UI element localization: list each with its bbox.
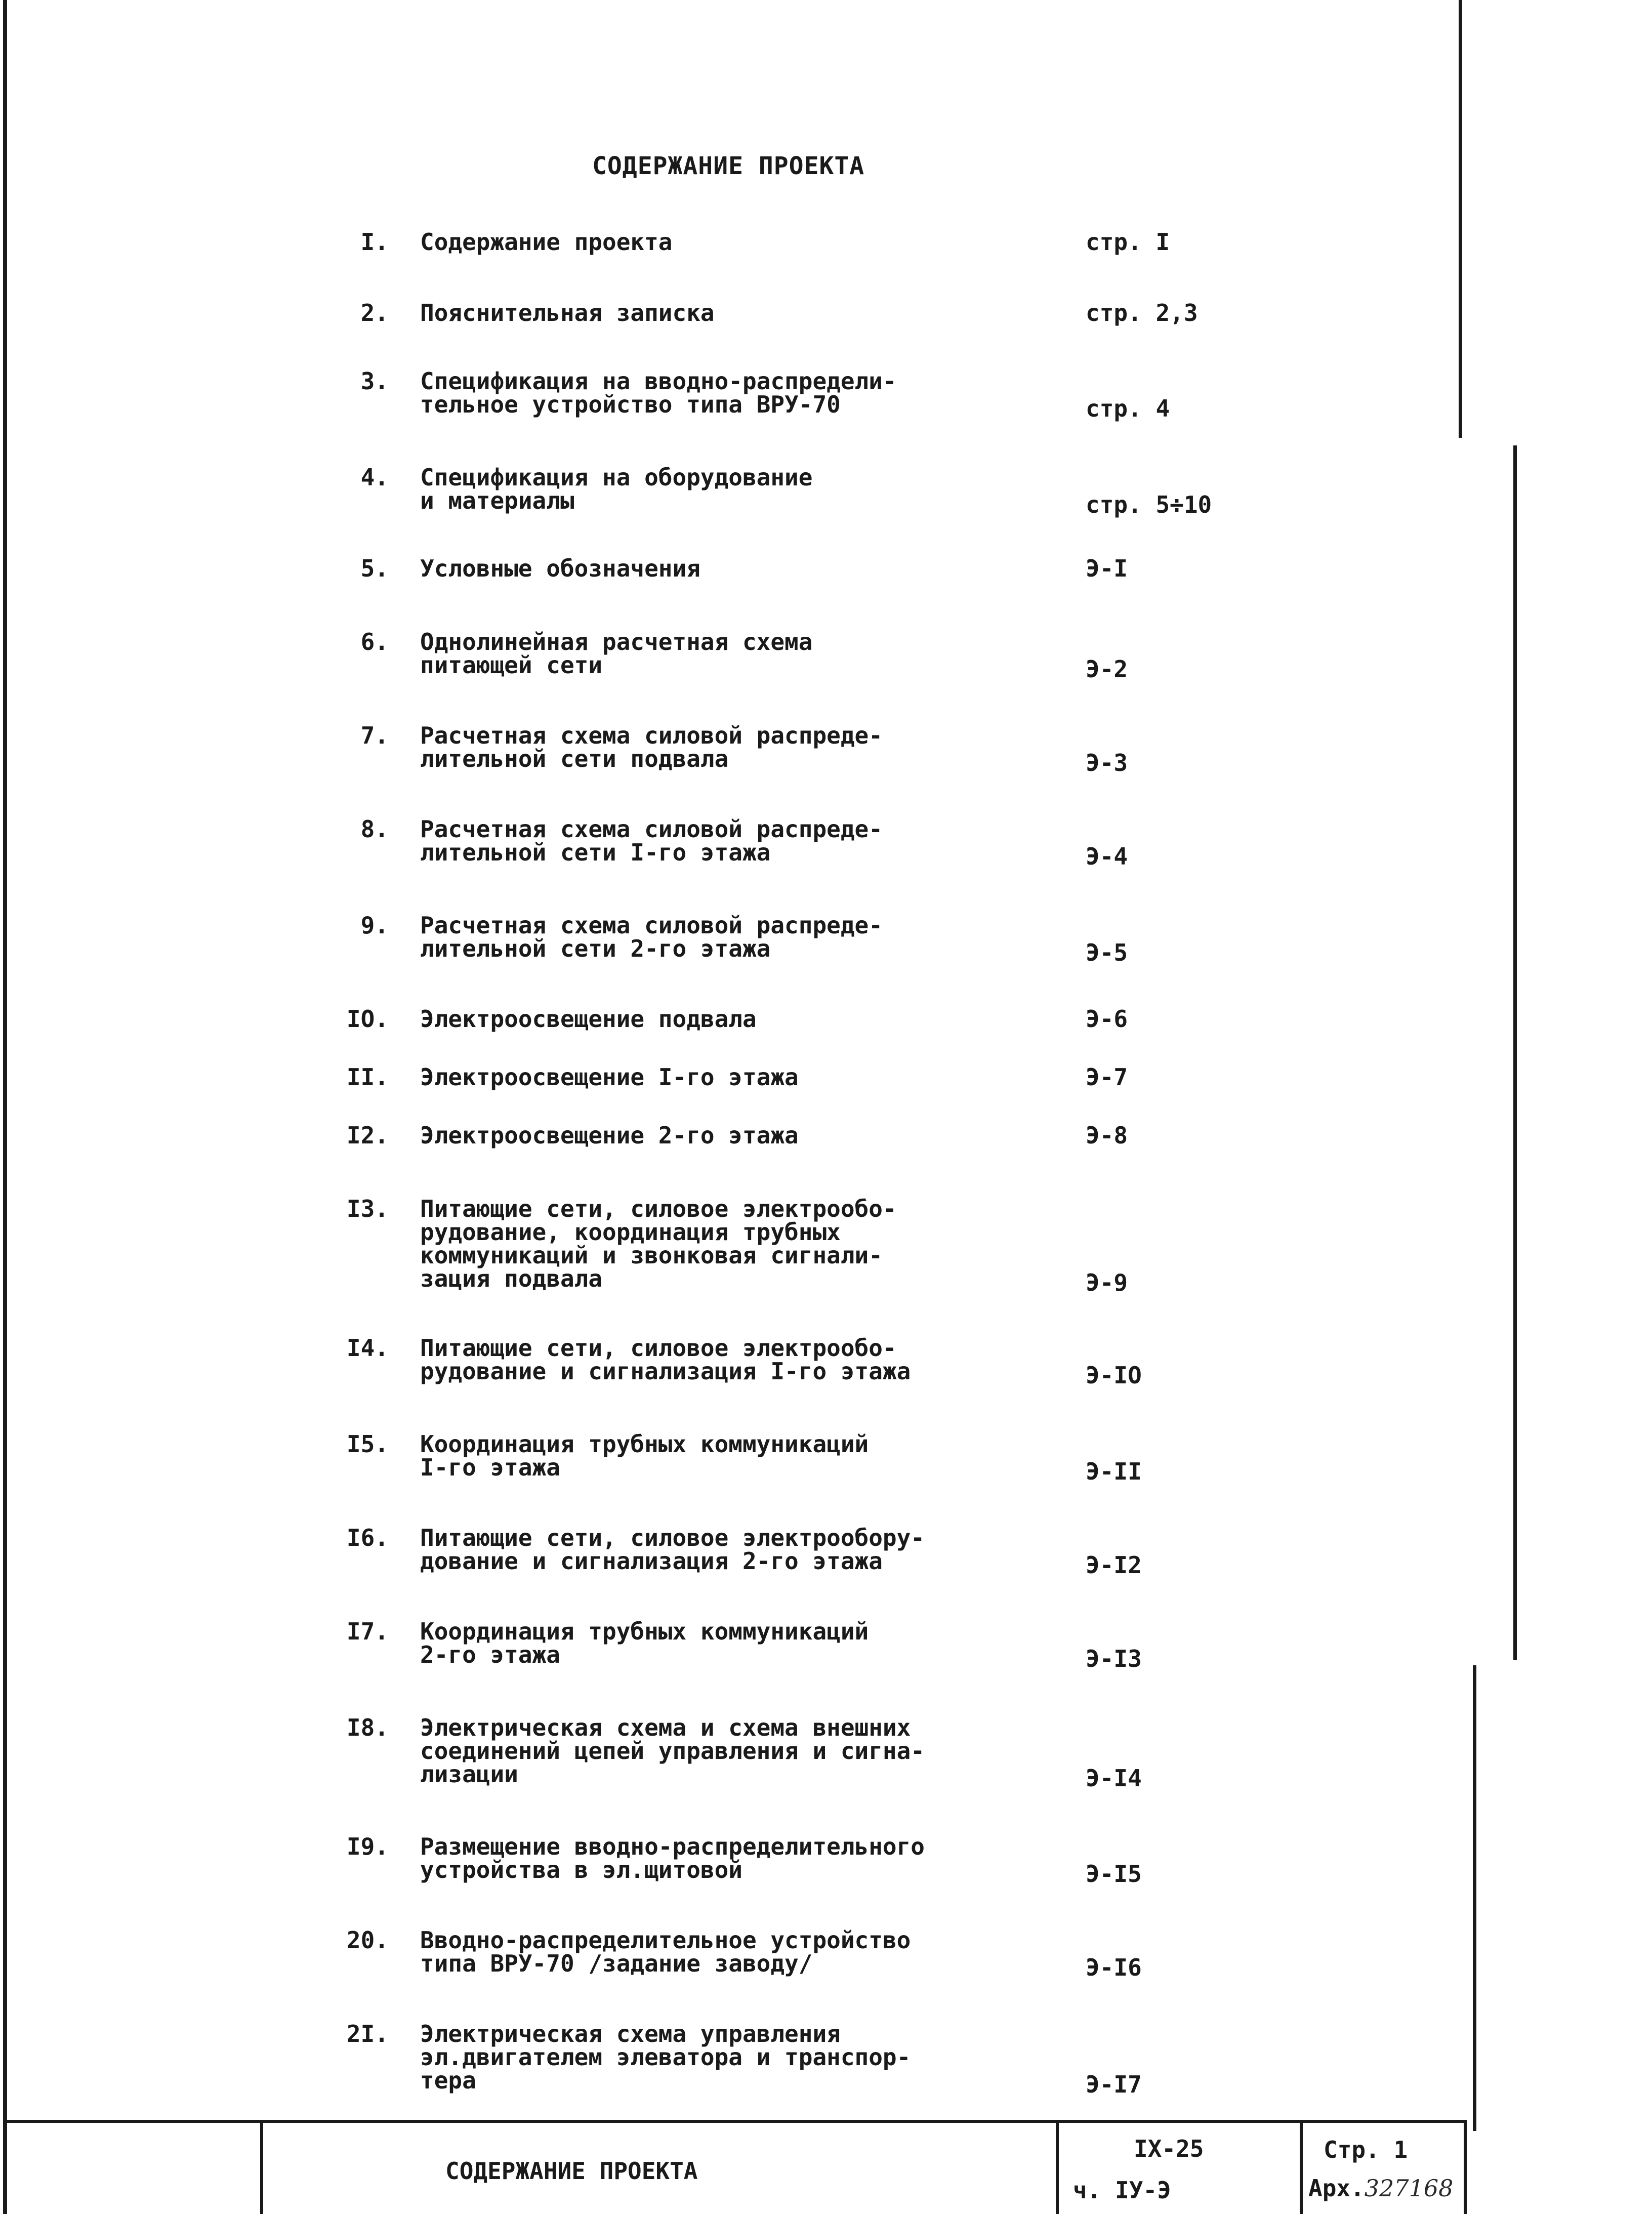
entry-number: 7. — [360, 722, 389, 749]
entry-page-ref: Э-I6 — [1086, 1954, 1142, 1981]
title-block-code: IX-25 — [1134, 2135, 1204, 2162]
entry-number: 4. — [360, 464, 389, 491]
entry-text-line: Координация трубных коммуникаций — [420, 1618, 869, 1645]
entry-number: 20. — [346, 1926, 389, 1954]
entry-text-line: Электроосвещение 2-го этажа — [420, 1122, 799, 1149]
entry-number: 8. — [360, 815, 389, 843]
title-block-right-border — [1464, 2120, 1467, 2214]
entry-text-line: дование и сигнализация 2-го этажа — [420, 1547, 883, 1575]
entry-text-line: Пояснительная записка — [420, 299, 715, 326]
entry-number: I4. — [346, 1334, 389, 1362]
entry-text-line: Расчетная схема силовой распреде- — [420, 815, 883, 843]
entry-number: 2. — [360, 299, 389, 326]
title-block-archive — [1308, 2175, 1453, 2202]
entry-page-ref: стр. 4 — [1086, 395, 1170, 422]
entry-number: 5. — [360, 555, 389, 582]
archive-label: Арх. — [1308, 2175, 1365, 2202]
entry-text-line: коммуникаций и звонковая сигнали- — [420, 1242, 883, 1269]
entry-number: 6. — [360, 628, 389, 655]
entry-page-ref: Э-I3 — [1086, 1645, 1142, 1672]
entry-text-line: I-го этажа — [420, 1454, 560, 1481]
entry-number: II. — [346, 1063, 389, 1091]
entry-page-ref: Э-3 — [1086, 749, 1128, 776]
entry-text-line: Размещение вводно-распределительного — [420, 1833, 925, 1860]
entry-text-line: Питающие сети, силовое электрообо- — [420, 1334, 897, 1362]
entry-number: I5. — [346, 1430, 389, 1458]
entry-page-ref: Э-I5 — [1086, 1860, 1142, 1888]
entry-text-line: Вводно-распределительное устройство — [420, 1926, 911, 1954]
entry-page-ref: стр. I — [1086, 228, 1170, 256]
entry-page-ref: Э-I2 — [1086, 1551, 1142, 1579]
title-block-divider — [1056, 2120, 1059, 2214]
entry-number: 2I. — [346, 2020, 389, 2047]
entry-text-line: тельное устройство типа ВРУ-70 — [420, 391, 841, 418]
entry-number: 9. — [360, 912, 389, 939]
entry-page-ref: Э-I — [1086, 555, 1128, 582]
title-block-divider — [260, 2120, 263, 2214]
entry-text-line: Расчетная схема силовой распреде- — [420, 912, 883, 939]
entry-number: 3. — [360, 367, 389, 395]
page-title: СОДЕРЖАНИЕ ПРОЕКТА — [592, 152, 865, 180]
entry-number: I6. — [346, 1524, 389, 1551]
entry-text-line: Электроосвещение подвала — [420, 1005, 757, 1033]
entry-text-line: питающей сети — [420, 651, 603, 679]
entry-page-ref: Э-8 — [1086, 1122, 1128, 1149]
entry-text-line: Однолинейная расчетная схема — [420, 628, 813, 655]
entry-text-line: Расчетная схема силовой распреде- — [420, 722, 883, 749]
entry-page-ref: Э-II — [1086, 1458, 1142, 1485]
entry-text-line: лительной сети 2-го этажа — [420, 935, 771, 962]
entry-page-ref: Э-I4 — [1086, 1765, 1142, 1792]
entry-page-ref: Э-I7 — [1086, 2071, 1142, 2098]
entry-text-line: и материалы — [420, 487, 574, 514]
title-block-page: Стр. 1 — [1324, 2136, 1408, 2163]
entry-page-ref: Э-4 — [1086, 843, 1128, 870]
entry-text-line: рудование, координация трубных — [420, 1218, 841, 1246]
entry-number: I8. — [346, 1714, 389, 1741]
entry-text-line: лительной сети подвала — [420, 745, 729, 772]
entry-page-ref: Э-7 — [1086, 1063, 1128, 1091]
entry-text-line: устройства в эл.щитовой — [420, 1856, 742, 1883]
entry-text-line: Электроосвещение I-го этажа — [420, 1063, 799, 1091]
entry-text-line: Содержание проекта — [420, 228, 673, 256]
entry-text-line: лительной сети I-го этажа — [420, 839, 771, 866]
entry-text-line: Условные обозначения — [420, 555, 700, 582]
entry-number: I2. — [346, 1122, 389, 1149]
entry-number: I7. — [346, 1618, 389, 1645]
entry-page-ref: Э-2 — [1086, 655, 1128, 683]
entry-text-line: Спецификация на вводно-распредели- — [420, 367, 897, 395]
title-block-title: СОДЕРЖАНИЕ ПРОЕКТА — [445, 2157, 698, 2185]
entry-text-line: лизации — [420, 1760, 518, 1788]
margin-line-upper — [1513, 445, 1517, 1660]
entry-text-line: Электрическая схема и схема внешних — [420, 1714, 911, 1741]
entry-text-line: типа ВРУ-70 /задание заводу/ — [420, 1950, 813, 1977]
title-block-part: ч. IУ-Э — [1073, 2177, 1171, 2204]
entry-text-line: Питающие сети, силовое электрообору- — [420, 1524, 925, 1551]
entry-text-line: Электрическая схема управления — [420, 2020, 841, 2047]
entry-page-ref: Э-6 — [1086, 1005, 1128, 1033]
archive-number: 327168 — [1364, 2175, 1454, 2202]
entry-page-ref: Э-5 — [1086, 939, 1128, 966]
entry-text-line: соединений цепей управления и сигна- — [420, 1737, 925, 1765]
entry-text-line: Спецификация на оборудование — [420, 464, 813, 491]
entry-number: I3. — [346, 1195, 389, 1222]
margin-line-lower — [1473, 1665, 1476, 2131]
entry-page-ref: Э-9 — [1086, 1269, 1128, 1296]
entry-number: IO. — [346, 1005, 389, 1033]
entry-number: I9. — [346, 1833, 389, 1860]
entry-page-ref: стр. 2,3 — [1086, 299, 1198, 326]
title-block-top-line — [3, 2120, 1467, 2123]
entry-text-line: зация подвала — [420, 1265, 603, 1292]
entry-text-line: 2-го этажа — [420, 1641, 560, 1668]
frame-left-border — [3, 0, 7, 2214]
entry-page-ref: стр. 5÷10 — [1086, 491, 1212, 518]
title-block-divider — [1300, 2120, 1303, 2214]
entry-text-line: Питающие сети, силовое электрообо- — [420, 1195, 897, 1222]
frame-right-border — [1459, 0, 1462, 438]
entry-text-line: рудование и сигнализация I-го этажа — [420, 1358, 911, 1385]
entry-text-line: эл.двигателем элеватора и транспор- — [420, 2043, 911, 2071]
entry-text-line: Координация трубных коммуникаций — [420, 1430, 869, 1458]
entry-page-ref: Э-IO — [1086, 1362, 1142, 1389]
entry-text-line: тера — [420, 2067, 476, 2094]
entry-number: I. — [360, 228, 389, 256]
